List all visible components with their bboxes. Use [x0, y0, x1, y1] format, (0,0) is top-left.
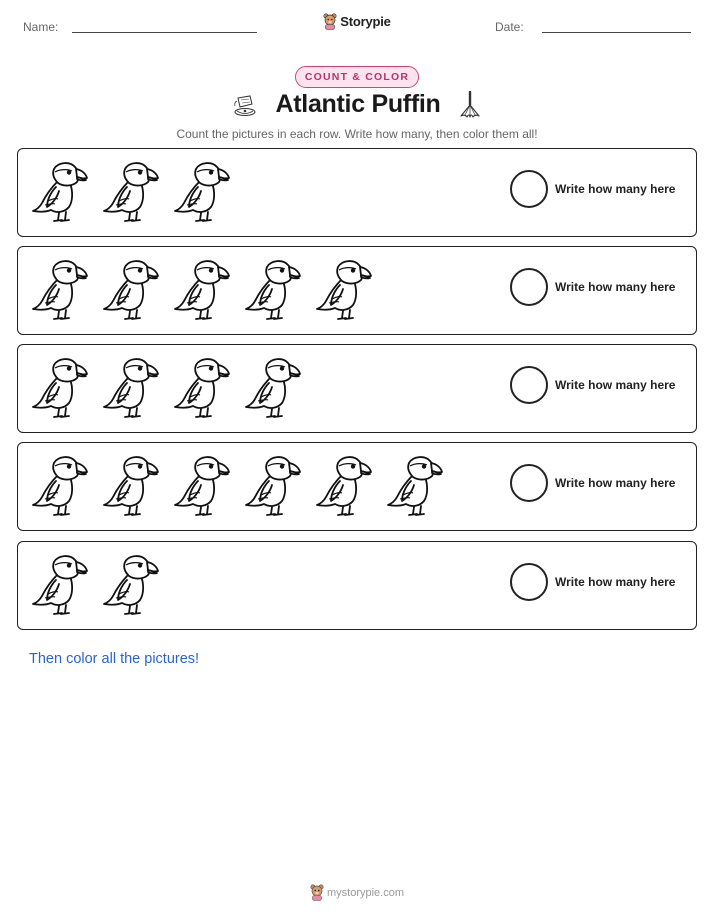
brand-name: Storypie	[340, 14, 391, 29]
site-url: mystorypie.com	[326, 886, 405, 899]
page-title: Atlantic Puffin	[275, 90, 441, 118]
puffin-icon	[28, 157, 98, 232]
answer-area[interactable]	[510, 366, 675, 404]
picture-group	[28, 255, 382, 330]
fish-nest-icon	[232, 92, 258, 118]
answer-label: Write how many here	[555, 476, 676, 490]
puffin-icon	[99, 451, 169, 526]
answer-label: Write how many here	[555, 378, 676, 392]
answer-area[interactable]	[510, 563, 675, 601]
picture-group	[28, 451, 453, 526]
picture-group	[28, 550, 169, 625]
bear-mascot-icon	[310, 884, 324, 901]
answer-area[interactable]	[510, 464, 675, 502]
answer-circle[interactable]	[510, 268, 548, 306]
puffin-icon	[99, 255, 169, 330]
count-row	[17, 442, 697, 531]
picture-group	[28, 157, 240, 232]
answer-area[interactable]	[510, 170, 675, 208]
bear-mascot-icon	[323, 13, 337, 30]
puffin-icon	[99, 157, 169, 232]
puffin-icon	[99, 550, 169, 625]
puffin-icon	[241, 451, 311, 526]
count-row	[17, 246, 697, 335]
answer-label: Write how many here	[555, 280, 676, 294]
puffin-icon	[170, 451, 240, 526]
puffin-icon	[312, 451, 382, 526]
answer-label: Write how many here	[555, 182, 676, 196]
instructions: Count the pictures in each row. Write how many, then color them all!	[176, 127, 538, 141]
puffin-icon	[99, 353, 169, 428]
puffin-icon	[28, 255, 98, 330]
count-row	[17, 541, 697, 630]
count-row	[17, 344, 697, 433]
date-line	[542, 32, 691, 33]
answer-circle[interactable]	[510, 170, 548, 208]
webbed-foot-icon	[458, 91, 482, 119]
puffin-icon	[170, 353, 240, 428]
puffin-icon	[170, 157, 240, 232]
puffin-icon	[241, 255, 311, 330]
picture-group	[28, 353, 311, 428]
answer-circle[interactable]	[510, 366, 548, 404]
name-label: Name:	[23, 20, 59, 34]
answer-area[interactable]	[510, 268, 675, 306]
puffin-icon	[28, 550, 98, 625]
puffin-icon	[241, 353, 311, 428]
date-label: Date:	[495, 20, 524, 34]
category-badge: COUNT & COLOR	[295, 66, 419, 88]
coloring-instruction: Then color all the pictures!	[29, 651, 200, 667]
puffin-icon	[28, 353, 98, 428]
puffin-icon	[28, 451, 98, 526]
puffin-icon	[383, 451, 453, 526]
puffin-icon	[312, 255, 382, 330]
answer-label: Write how many here	[555, 575, 676, 589]
count-row	[17, 148, 697, 237]
puffin-icon	[170, 255, 240, 330]
site-footer	[0, 884, 714, 906]
answer-circle[interactable]	[510, 464, 548, 502]
answer-circle[interactable]	[510, 563, 548, 601]
